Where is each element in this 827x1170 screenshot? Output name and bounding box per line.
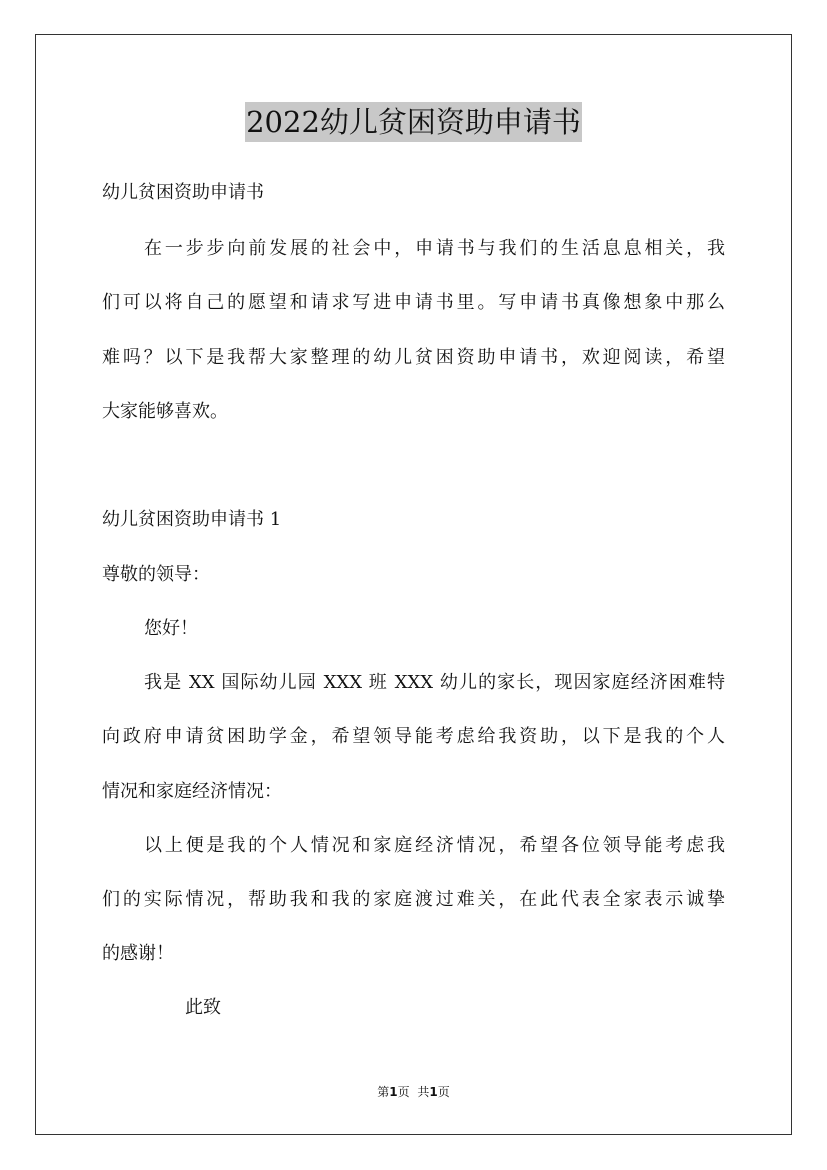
paragraph2-line-1: 以上便是我的个人情况和家庭经济情况，希望各位领导能考虑我: [144, 835, 725, 856]
paragraph1-line-1: 我是 XX 国际幼儿园 XXX 班 XXX 幼儿的家长，现因家庭经济困难特: [144, 672, 725, 693]
paragraph1-line-3: 情况和家庭经济情况：: [102, 781, 282, 802]
closing: 此致: [185, 997, 221, 1018]
greeting: 您好！: [144, 618, 198, 639]
document-subtitle: 幼儿贫困资助申请书: [102, 182, 264, 203]
intro-line-4: 大家能够喜欢。: [102, 401, 228, 422]
title-wrap: [0, 102, 827, 142]
salutation: 尊敬的领导：: [102, 564, 210, 585]
footer-total-pages: 1: [429, 1085, 438, 1099]
intro-line-3: 难吗？以下是我帮大家整理的幼儿贫困资助申请书，欢迎阅读，希望: [102, 347, 725, 368]
paragraph2-line-2: 们的实际情况，帮助我和我的家庭渡过难关，在此代表全家表示诚挚: [102, 889, 725, 910]
section-heading: 幼儿贫困资助申请书 1: [102, 509, 282, 530]
page-footer: [0, 1084, 827, 1100]
paragraph2-line-3: 的感谢！: [102, 943, 174, 964]
intro-line-2: 们可以将自己的愿望和请求写进申请书里。写申请书真像想象中那么: [102, 292, 725, 313]
footer-page-suffix: 页: [397, 1085, 410, 1099]
intro-line-1: 在一步步向前发展的社会中，申请书与我们的生活息息相关，我: [144, 238, 725, 259]
document-title: 2022幼儿贫困资助申请书: [245, 102, 582, 142]
paragraph1-line-2: 向政府申请贫困助学金，希望领导能考虑给我资助，以下是我的个人: [102, 726, 725, 747]
footer-prefix: 第: [377, 1085, 390, 1099]
footer-total-prefix: 共: [417, 1085, 430, 1099]
footer-page-number: 1: [389, 1085, 398, 1099]
footer-total-suffix: 页: [437, 1085, 450, 1099]
